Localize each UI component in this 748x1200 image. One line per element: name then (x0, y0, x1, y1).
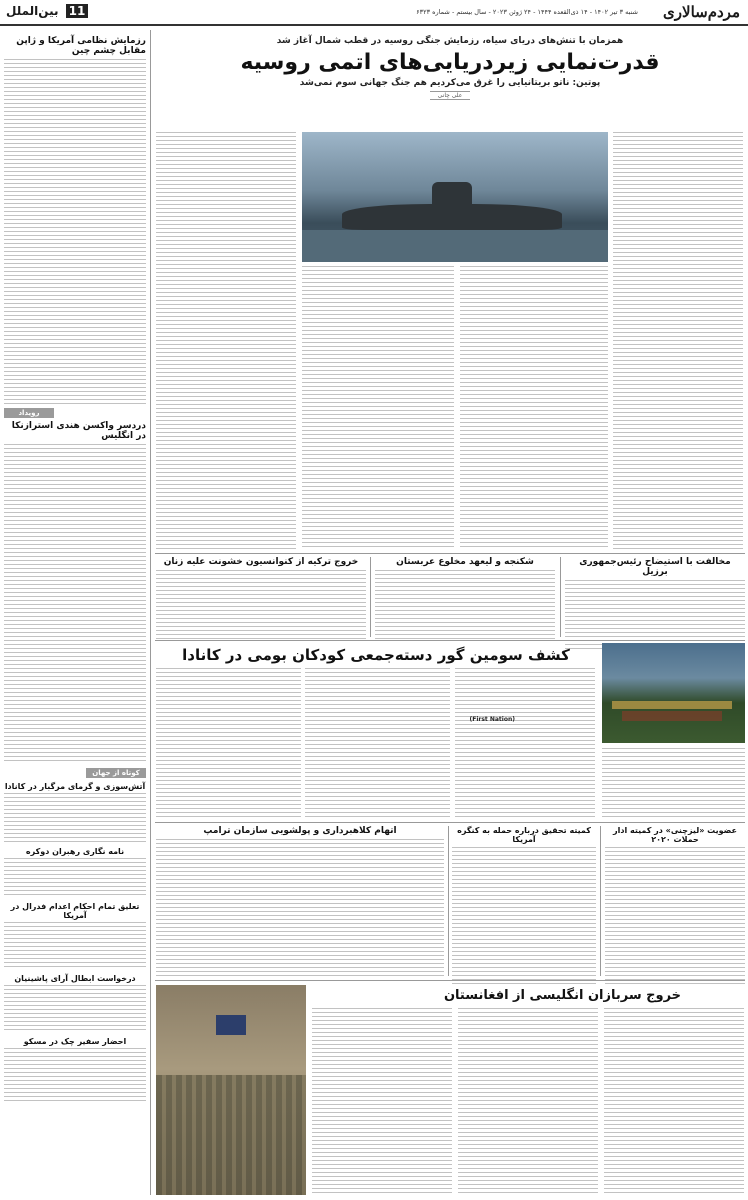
masthead (0, 0, 748, 26)
lead-subhead: پوتین: ناتو بریتانیایی را غرق می‌کردیم هم جنگ جهانی سوم نمی‌شد (299, 78, 601, 88)
brief3-body (4, 922, 146, 970)
troops-photo (156, 985, 306, 1195)
canada-bottom-rule (155, 822, 745, 823)
lower-story-1 (605, 826, 745, 987)
lead-body-col2 (460, 266, 608, 550)
bottom-body-col2 (458, 1008, 598, 1194)
page-number: 11 (66, 4, 89, 18)
divider (600, 826, 601, 976)
brief2-body (4, 858, 146, 898)
left-top-headline: رزمایش نظامی آمریکا و ژاپن مقابل چشم چین (16, 36, 146, 56)
brief5-body (4, 1048, 146, 1104)
bottom-headline: خروج سربازان انگلیسی از افغانستان (443, 988, 682, 1003)
lower-story-1-body (605, 847, 745, 987)
mid-story-2-body (375, 570, 555, 642)
brief5-headline: احضار سفیر چک در مسکو (23, 1037, 127, 1046)
mid-story-1-headline: مخالفت با استیضاح رئیس‌جمهوری برزیل (579, 557, 731, 577)
section-tag-kootah: کوتاه از جهان (86, 768, 146, 778)
divider (448, 826, 449, 976)
section-tag-roydad: رویداد (4, 408, 54, 418)
lower-story-1-headline: عضویت «لیزچنی» در کمیته ادار حملات ۲۰۲۰ (613, 826, 737, 844)
canada-body-col2 (455, 668, 595, 818)
mid-story-2 (375, 557, 555, 642)
canada-body-col3 (305, 668, 450, 818)
brief3-headline: تعلیق تمام احکام اعدام فدرال در آمریکا (10, 902, 140, 920)
left-column (4, 36, 146, 1104)
section-label: بین‌الملل (6, 4, 59, 18)
brief1-headline: آتش‌سوزی و گرمای مرگبار در کانادا (4, 782, 146, 791)
mid-story-1 (565, 557, 745, 652)
mid-story-3-headline: خروج ترکیه از کنوانسیون خشونت علیه زنان (163, 557, 359, 567)
canada-body-col4 (156, 668, 301, 818)
canada-headline: کشف سومین گور دسته‌جمعی کودکان بومی در کانادا (182, 646, 570, 664)
brief4-body (4, 985, 146, 1033)
column-divider (150, 30, 151, 1195)
lead-body-col1 (613, 132, 743, 550)
mid-story-3 (156, 557, 366, 642)
canada-body-col1 (602, 748, 745, 818)
bottom-header (380, 988, 745, 1003)
divider (370, 557, 371, 637)
lead-body-col3 (302, 266, 454, 550)
canada-memorial-photo (602, 643, 745, 743)
mid-story-1-body (565, 580, 745, 652)
issue-info: شنبه ۳ تیر ۱۴۰۲ - ۱۴ ذی‌القعده ۱۴۴۴ - ۲۴ ژوئن ۲۰۲۳ - سال بیستم - شماره ۶۳۲۳ (416, 8, 638, 16)
brief2-headline: نامه نگاری رهبران دوکره (25, 847, 125, 856)
mid-story-3-body (156, 570, 366, 642)
mid-story-2-headline: شکنجه و لیعهد مخلوع عربستان (396, 557, 534, 567)
newspaper-logo: مردم‌سالاری (663, 3, 740, 21)
left-top-body (4, 59, 146, 404)
lead-byline: علی چانی (430, 91, 470, 100)
bottom-body-col3 (604, 1008, 744, 1194)
lead-bottom-rule (155, 553, 745, 554)
left-story2-headline: دردسر واکسن هندی استرازنکا در انگلیس (11, 421, 146, 441)
lead-body-col4 (156, 132, 296, 550)
left-story2-body (4, 444, 146, 764)
lower-story-3-headline: اتهام کلاهبرداری و پولشویی سازمان ترامپ (203, 826, 397, 836)
brief1-body (4, 793, 146, 843)
brief4-headline: درخواست ابطال آرای پاشینیان (14, 974, 136, 983)
divider (560, 557, 561, 637)
lower-bottom-rule (155, 980, 745, 981)
canada-first-nation: (First Nation) (469, 716, 515, 723)
lower-story-2 (452, 826, 596, 987)
submarine-photo (302, 132, 608, 262)
canada-header (156, 646, 596, 664)
lead-headline: قدرت‌نمایی زیردریایی‌های اتمی روسیه (240, 50, 660, 75)
section-name (6, 4, 88, 18)
lower-story-3 (156, 826, 444, 979)
bottom-body-col1 (312, 1008, 452, 1194)
lower-story-2-headline: کمیته تحقیق درباره حمله به کنگره آمریکا (457, 826, 591, 844)
lead-header (155, 36, 745, 100)
lower-story-3-body (156, 839, 444, 979)
lead-kicker: همزمان با تنش‌های دریای سیاه، رزمایش جنگی روسیه در قطب شمال آغاز شد (276, 36, 624, 46)
mid-bottom-rule (155, 640, 745, 641)
lower-story-2-body (452, 847, 596, 987)
